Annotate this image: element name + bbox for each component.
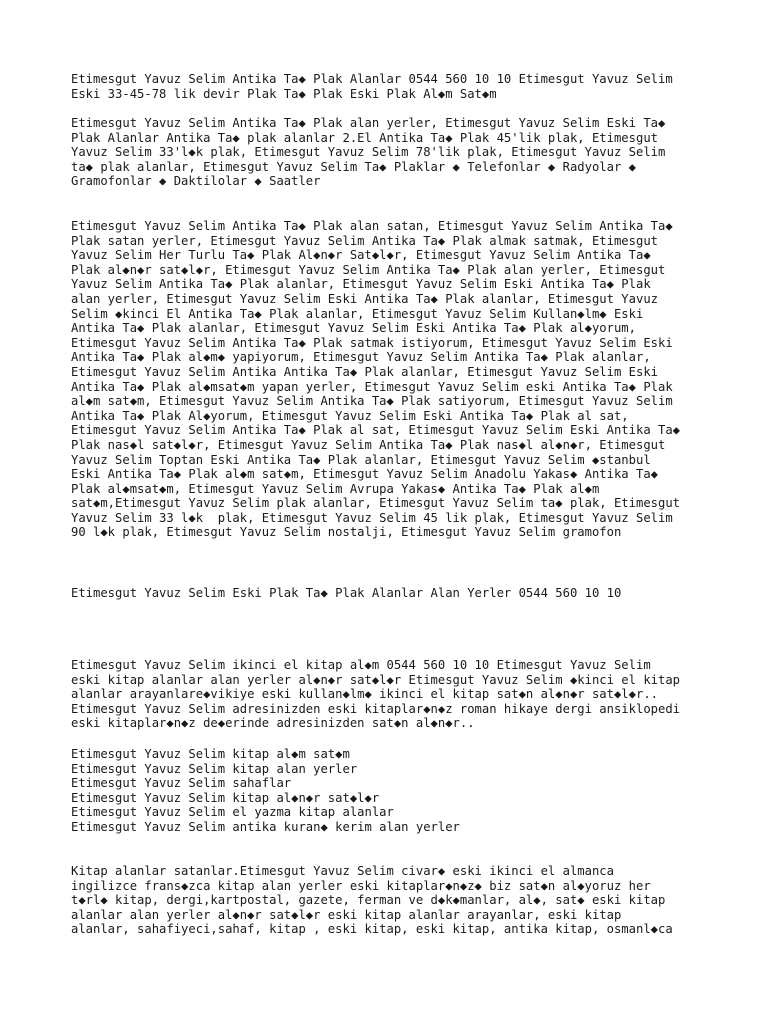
paragraph-plak-intro: Etimesgut Yavuz Selim Antika Ta◆ Plak Alanlar 0544 560 10 10 Etimesgut Yavuz Selim Eski 33-45-78 lik devir Plak Ta◆ Plak Eski Plak Al◆m Sat◆m [71,72,673,101]
paragraph-plak-yerler: Etimesgut Yavuz Selim Antika Ta◆ Plak alan yerler, Etimesgut Yavuz Selim Eski Ta◆ Plak Alanlar Antika Ta◆ plak alanlar 2.El Antika Ta◆ Plak 45'lik plak, Etimesgut Yavuz Selim 33'l◆k plak, Etimesgut Yavuz Selim 78'lik plak, Etimesgut Yavuz Selim ta◆ plak alanlar, Etimesgut Yavuz Selim Ta◆ Plaklar ◆ Telefonlar ◆ Radyolar ◆ Gramofonlar ◆ Daktilolar ◆ Saatler [71,116,666,189]
paragraph-kitap-list: Etimesgut Yavuz Selim kitap al◆m sat◆m Etimesgut Yavuz Selim kitap alan yerler Etimesgut Yavuz Selim sahaflar Etimesgut Yavuz Selim kitap al◆n◆r sat◆l◆r Etimesgut Yavuz Selim el yazma kitap alanlar Etimesgut Yavuz Selim antika kuran◆ kerim alan yerler [71,747,460,834]
paragraph-plak-heading: Etimesgut Yavuz Selim Eski Plak Ta◆ Plak Alanlar Alan Yerler 0544 560 10 10 [71,586,622,600]
paragraph-kitap-alanlar: Kitap alanlar satanlar.Etimesgut Yavuz Selim civar◆ eski ikinci el almanca ingilizce frans◆zca kitap alan yerler eski kitaplar◆n◆z◆ biz sat◆n al◆yoruz her t◆rl◆ kitap, dergi,kartpostal, gazete, ferman ve d◆k◆manlar, al◆, sat◆ eski kitap alanlar alan yerler al◆n◆r sat◆l◆r eski kitap alanlar arayanlar, eski kitap alanlar, sahafiyeci,sahaf, kitap , eski kitap, eski kitap, antika kitap, osmanl◆ca [71,864,673,937]
paragraph-plak-keywords: Etimesgut Yavuz Selim Antika Ta◆ Plak alan satan, Etimesgut Yavuz Selim Antika Ta◆ Plak satan yerler, Etimesgut Yavuz Selim Antika Ta◆ Plak almak satmak, Etimesgut Yavuz Selim Her Turlu Ta◆ Plak Al◆n◆r Sat◆l◆r, Etimesgut Yavuz Selim Antika Ta◆ Plak al◆n◆r sat◆l◆r, Etimesgut Yavuz Selim Antika Ta◆ Plak alan yerler, Etimesgut Yavuz Selim Antika Ta◆ Plak alanlar, Etimesgut Yavuz Selim Eski Antika Ta◆ Plak alan yerler, Etimesgut Yavuz Selim Eski Antika Ta◆ Plak alanlar, Etimesgut Yavuz Selim ◆kinci El Antika Ta◆ Plak alanlar, Etimesgut Yavuz Selim Kullan◆lm◆ Eski Antika Ta◆ Plak alanlar, Etimesgut Yavuz Selim Eski Antika Ta◆ Plak al◆yorum, Etimesgut Yavuz Selim Antika Ta◆ Plak satmak istiyorum, Etimesgut Yavuz Selim Eski Antika Ta◆ Plak al◆m◆ yapiyorum, Etimesgut Yavuz Selim Antika Ta◆ Plak alanlar, Etimesgut Yavuz Selim Antika Antika Ta◆ Plak alanlar, Etimesgut Yavuz Selim Eski Antika Ta◆ Plak al◆msat◆m yapan yerler, Etimesgut Yavuz Selim eski Antika Ta◆ Plak al◆m sat◆m, Etimesgut Yavuz Selim Antika Ta◆ Plak satiyorum, Etimesgut Yavuz Selim Antika Ta◆ Plak Al◆yorum, Etimesgut Yavuz Selim Eski Antika Ta◆ Plak al sat, Etimesgut Yavuz Selim Antika Ta◆ Plak al sat, Etimesgut Yavuz Selim Eski Antika Ta◆ Plak nas◆l sat◆l◆r, Etimesgut Yavuz Selim Antika Ta◆ Plak nas◆l al◆n◆r, Etimesgut Yavuz Selim Toptan Eski Antika Ta◆ Plak alanlar, Etimesgut Yavuz Selim ◆stanbul Eski Antika Ta◆ Plak al◆m sat◆m, Etimesgut Yavuz Selim Anadolu Yakas◆ Antika Ta◆ Plak al◆msat◆m, Etimesgut Yavuz Selim Avrupa Yakas◆ Antika Ta◆ Plak al◆m sat◆m,Etimesgut Yavuz Selim plak alanlar, Etimesgut Yavuz Selim ta◆ plak, Etimesgut Yavuz Selim 33 l◆k plak, Etimesgut Yavuz Selim 45 lik plak, Etimesgut Yavuz Selim 90 l◆k plak, Etimesgut Yavuz Selim nostalji, Etimesgut Yavuz Selim gramofon [71,219,681,540]
paragraph-kitap-intro: Etimesgut Yavuz Selim ikinci el kitap al◆m 0544 560 10 10 Etimesgut Yavuz Selim eski kitap alanlar alan yerler al◆n◆r sat◆l◆r Etimesgut Yavuz Selim ◆kinci el kitap alanlar arayanlare◆vikiye eski kullan◆lm◆ ikinci el kitap sat◆n al◆n◆r sat◆l◆r.. Etimesgut Yavuz Selim adresinizden eski kitaplar◆n◆z roman hikaye dergi ansiklopedi eski kitaplar◆n◆z de◆erinde adresinizden sat◆n al◆n◆r.. [71,658,681,731]
